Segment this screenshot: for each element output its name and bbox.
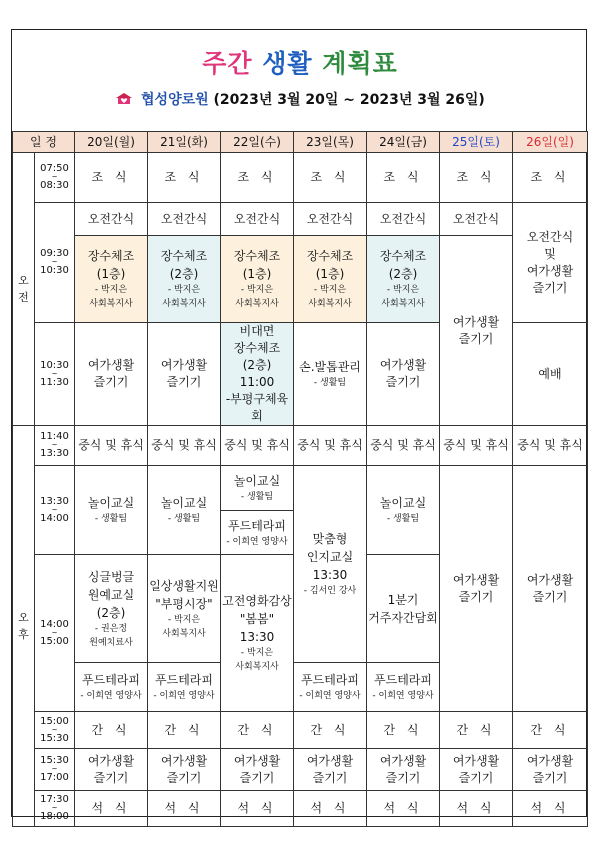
part-am-char-2: 전: [18, 291, 29, 304]
market-line: 일상생활지원: [149, 578, 219, 593]
cell-breakfast-sun: 조 식: [513, 153, 588, 203]
cell-exercise-fri: [367, 236, 440, 323]
cell-breakfast-wed: 조 식: [221, 153, 294, 203]
cell-exercise-mon: [75, 236, 148, 323]
cell-dinner-thu: 석 식: [294, 791, 367, 827]
gardening-line: (2층): [96, 605, 126, 620]
cell-dinner-wed: 석 식: [221, 791, 294, 827]
cell-rest-thu: 중식 및 휴식: [294, 426, 367, 466]
cell-breakfast-sat: 조 식: [440, 153, 513, 203]
movie-staff-role: 사회복지사: [235, 662, 279, 672]
leisure-line: 즐기기: [385, 770, 421, 785]
meeting-line: 1분기: [387, 592, 419, 607]
cell-leisure-wed: [221, 749, 294, 791]
movie-line: 고전영화감상: [222, 594, 292, 608]
leisure-line: 즐기기: [458, 589, 494, 604]
cell-breakfast-thu: 조 식: [294, 153, 367, 203]
exercise-staff-role: 사회복지사: [381, 299, 425, 309]
cell-leisure-fri: [367, 749, 440, 791]
cell-late-am-mon: [75, 323, 148, 426]
gardening-line: 원예교실: [87, 587, 135, 602]
cell-rest-fri: 중식 및 휴식: [367, 426, 440, 466]
time-1530: 15:30 ~ 17:00: [35, 749, 75, 791]
play-class-staff: - 생활팀: [167, 514, 201, 524]
cell-pm-sun: [513, 466, 588, 712]
row-lunch: [13, 426, 588, 466]
cell-am-snack-thu: 오전간식: [294, 203, 367, 236]
header-row: [13, 132, 588, 153]
leisure-line: 즐기기: [458, 770, 494, 785]
wed-late-line: 비대면: [239, 324, 275, 338]
leisure-line: 여가생활: [379, 753, 427, 768]
time-end: 17:00: [40, 772, 69, 783]
exercise-title: 장수체조: [87, 249, 135, 263]
cell-dinner-mon: 석 식: [75, 791, 148, 827]
food-therapy-staff: - 이희연 영양사: [153, 691, 215, 701]
header-day-fri: 24일(금): [367, 132, 440, 153]
cell-leisure-tue: [148, 749, 221, 791]
header-day-sun: 26일(일): [513, 132, 588, 153]
leisure-line: 즐기기: [93, 770, 129, 785]
wed-late-line: 장수체조: [233, 341, 281, 355]
food-therapy-title: 푸드테라피: [82, 673, 140, 687]
cell-exercise-thu: [294, 236, 367, 323]
cell-exercise-wed: [221, 236, 294, 323]
leisure-line: 여가생활: [452, 753, 500, 768]
header-day-thu: 23일(목): [294, 132, 367, 153]
exercise-staff-role: 사회복지사: [235, 299, 279, 309]
cell-am-snack-mon: 오전간식: [75, 203, 148, 236]
cognitive-line: 인지교실: [306, 550, 354, 564]
cell-dinner-fri: 석 식: [367, 791, 440, 827]
cell-am-snack-fri: 오전간식: [367, 203, 440, 236]
cell-pm-fri: [367, 466, 440, 712]
time-end: 13:30: [40, 448, 69, 459]
wed-late-line: -부평구체육회: [225, 392, 289, 423]
row-pm-leisure: [13, 749, 588, 791]
part-am-char-1: 오: [18, 274, 29, 287]
cell-pm-wed: [221, 466, 294, 712]
header-day-sat: 25일(토): [440, 132, 513, 153]
exercise-staff: - 박지은: [386, 285, 420, 295]
cell-pm-sat: [440, 466, 513, 712]
time-1140: 11:40 ~ 13:30: [35, 426, 75, 466]
movie-line: "봄봄": [239, 612, 275, 626]
sun-snack-line: 여가생활: [526, 263, 574, 278]
cognitive-staff: - 김서인 강사: [303, 586, 357, 596]
part-pm-char-2: 후: [18, 628, 29, 641]
food-therapy-title: 푸드테라피: [228, 518, 286, 533]
market-staff-role: 사회복지사: [162, 628, 206, 639]
sun-snack-line: 오전간식: [526, 229, 574, 244]
leisure-line: 여가생활: [233, 753, 281, 768]
exercise-staff-role: 사회복지사: [162, 299, 206, 309]
cell-am-snack-sat: 오전간식: [440, 203, 513, 236]
header-day-tue: 21일(화): [148, 132, 221, 153]
time-start: 10:30: [40, 359, 69, 371]
play-class-staff: - 생활팀: [94, 514, 128, 524]
exercise-title: 장수체조: [379, 249, 427, 263]
header-day-wed: 22일(수): [221, 132, 294, 153]
exercise-title: 장수체조: [233, 249, 281, 263]
cell-rest-tue: 중식 및 휴식: [148, 426, 221, 466]
time-0930: 09:30 ~ 10:30: [35, 203, 75, 323]
cell-am-snack-sun: [513, 203, 588, 323]
cell-snack-fri: 간 식: [367, 712, 440, 749]
time-start: 15:00: [40, 715, 69, 727]
cell-late-am-fri: [367, 323, 440, 426]
exercise-floor: (1층): [242, 267, 272, 281]
part-pm: [13, 426, 35, 827]
time-end: 10:30: [40, 265, 69, 276]
nail-care-title: 손.발톱관리: [299, 359, 361, 374]
time-start: 09:30: [40, 248, 69, 259]
leisure-line: 여가생활: [87, 358, 135, 372]
header-day-mon: 20일(월): [75, 132, 148, 153]
exercise-staff-role: 사회복지사: [89, 299, 133, 309]
market-line: "부평시장": [155, 596, 213, 611]
organization-name: 협성양로원: [141, 92, 209, 108]
cell-late-am-tue: [148, 323, 221, 426]
movie-line: 13:30: [239, 630, 275, 644]
cell-pm-tue: [148, 466, 221, 712]
gardening-line: 싱글벙글: [87, 569, 135, 584]
exercise-floor: (1층): [315, 267, 345, 281]
row-breakfast: [13, 153, 588, 203]
leisure-line: 여가생활: [526, 572, 574, 587]
play-class-title: 놀이교실: [87, 496, 135, 510]
leisure-line: 즐기기: [93, 375, 129, 389]
leisure-line: 여가생활: [160, 753, 208, 768]
cell-late-am-sun: 예배: [513, 323, 588, 426]
cell-snack-sun: 간 식: [513, 712, 588, 749]
movie-staff: - 박지은: [240, 648, 274, 658]
row-exercise: [13, 236, 588, 323]
meeting-line: 거주자간담회: [368, 610, 438, 625]
food-therapy-title: 푸드테라피: [374, 673, 432, 687]
leisure-line: 즐기기: [166, 770, 202, 785]
exercise-staff: - 박지은: [313, 285, 347, 295]
cell-rest-sat: 중식 및 휴식: [440, 426, 513, 466]
leisure-line: 즐기기: [458, 331, 494, 346]
food-therapy-staff: - 이희연 영양사: [226, 536, 288, 547]
wed-late-line: (2층): [242, 358, 272, 372]
cell-pm-mon: [75, 466, 148, 712]
cell-leisure-sun: [513, 749, 588, 791]
time-start: 11:40: [40, 431, 69, 442]
exercise-staff: - 박지은: [167, 285, 201, 295]
wed-late-line: 11:00: [239, 375, 275, 389]
exercise-floor: (1층): [96, 267, 126, 281]
market-staff: - 박지은: [167, 614, 201, 625]
cell-snack-tue: 간 식: [148, 712, 221, 749]
cell-rest-mon: 중식 및 휴식: [75, 426, 148, 466]
cognitive-line: 13:30: [312, 568, 348, 582]
leisure-line: 여가생활: [306, 753, 354, 768]
cell-leisure-sat: [440, 749, 513, 791]
cell-dinner-tue: 석 식: [148, 791, 221, 827]
gardening-staff: - 권은정: [94, 623, 128, 634]
leisure-line: 즐기기: [239, 770, 275, 785]
time-1730: 17:30 ~ 18:00: [35, 791, 75, 827]
cognitive-line: 맞춤형: [312, 532, 348, 546]
page-subtitle: [0, 89, 600, 109]
cell-snack-thu: 간 식: [294, 712, 367, 749]
cell-am-snack-tue: 오전간식: [148, 203, 221, 236]
exercise-staff: - 박지은: [240, 285, 274, 295]
time-start: 14:00: [40, 618, 69, 630]
time-start: 07:50: [40, 163, 69, 174]
time-end: 18:00: [40, 811, 69, 822]
leisure-line: 즐기기: [166, 375, 202, 389]
play-class-title: 놀이교실: [233, 474, 281, 488]
page-title: [0, 44, 600, 80]
play-class-title: 놀이교실: [379, 496, 427, 510]
food-therapy-staff: - 이희연 영양사: [372, 691, 434, 701]
cell-breakfast-tue: 조 식: [148, 153, 221, 203]
schedule-period: (2023년 3월 20일 ~ 2023년 3월 26일): [213, 92, 485, 108]
leisure-line: 여가생활: [452, 314, 500, 329]
title-part-2: 생활: [262, 49, 313, 78]
cell-breakfast-mon: 조 식: [75, 153, 148, 203]
exercise-floor: (2층): [388, 267, 418, 281]
house-logo-icon: [115, 92, 133, 105]
part-am: [13, 153, 35, 426]
cell-pm-thu: [294, 466, 367, 712]
cell-rest-sun: 중식 및 휴식: [513, 426, 588, 466]
sun-snack-line: 및: [544, 246, 556, 261]
cell-breakfast-fri: 조 식: [367, 153, 440, 203]
leisure-line: 여가생활: [160, 358, 208, 372]
play-class-staff: - 생활팀: [240, 492, 274, 502]
leisure-line: 즐기기: [532, 770, 568, 785]
nail-care-staff: - 생활팀: [313, 377, 347, 388]
part-pm-char-1: 오: [18, 611, 29, 624]
exercise-staff-role: 사회복지사: [308, 299, 352, 309]
food-therapy-staff: - 이희연 영양사: [299, 691, 361, 701]
play-class-title: 놀이교실: [160, 496, 208, 510]
exercise-floor: (2층): [169, 267, 199, 281]
cell-dinner-sun: 석 식: [513, 791, 588, 827]
gardening-staff-role: 원예치료사: [89, 637, 133, 648]
leisure-line: 여가생활: [452, 572, 500, 587]
time-start: 17:30: [40, 794, 69, 805]
leisure-line: 여가생활: [379, 358, 427, 372]
play-class-staff: - 생활팀: [386, 514, 420, 524]
time-end: 11:30: [40, 376, 69, 388]
cell-snack-wed: 간 식: [221, 712, 294, 749]
cell-snack-sat: 간 식: [440, 712, 513, 749]
cell-leisure-mon: [75, 749, 148, 791]
weekly-schedule-table: [12, 131, 588, 827]
time-start: 13:30: [40, 495, 69, 507]
row-pm-snack: [13, 712, 588, 749]
exercise-title: 장수체조: [160, 249, 208, 263]
title-part-1: 주간: [202, 49, 253, 78]
food-therapy-title: 푸드테라피: [155, 673, 213, 687]
row-am-snack: [13, 203, 588, 236]
sun-snack-line: 즐기기: [532, 280, 568, 295]
time-start: 15:30: [40, 755, 69, 766]
header-schedule: 일 정: [13, 132, 75, 153]
leisure-line: 즐기기: [312, 770, 348, 785]
cell-leisure-sat-am: [440, 236, 513, 426]
exercise-title: 장수체조: [306, 249, 354, 263]
time-end: 08:30: [40, 180, 69, 191]
time-end: 14:00: [40, 512, 69, 524]
exercise-staff: - 박지은: [94, 285, 128, 295]
cell-leisure-thu: [294, 749, 367, 791]
food-therapy-title: 푸드테라피: [301, 673, 359, 687]
leisure-line: 여가생활: [87, 753, 135, 768]
time-0750: 07:50 ~ 08:30: [35, 153, 75, 203]
time-end: 15:30: [40, 732, 69, 744]
food-therapy-staff: - 이희연 영양사: [80, 691, 142, 701]
leisure-line: 즐기기: [532, 589, 568, 604]
row-dinner: [13, 791, 588, 827]
cell-snack-mon: 간 식: [75, 712, 148, 749]
time-end: 15:00: [40, 635, 69, 647]
leisure-line: 여가생활: [526, 753, 574, 768]
leisure-line: 즐기기: [385, 375, 421, 389]
time-1330-1400: 13:30 ~ 14:00 14:00 ~ 15:00: [35, 466, 75, 712]
cell-late-am-wed: [221, 323, 294, 426]
cell-late-am-thu: [294, 323, 367, 426]
cell-rest-wed: 중식 및 휴식: [221, 426, 294, 466]
time-1500: 15:00 ~ 15:30: [35, 712, 75, 749]
title-part-3: 계획표: [322, 49, 398, 78]
cell-am-snack-wed: 오전간식: [221, 203, 294, 236]
row-pm-programs: [13, 466, 588, 712]
cell-dinner-sat: 석 식: [440, 791, 513, 827]
cell-exercise-tue: [148, 236, 221, 323]
time-1030: 10:30 ~ 11:30: [35, 323, 75, 426]
